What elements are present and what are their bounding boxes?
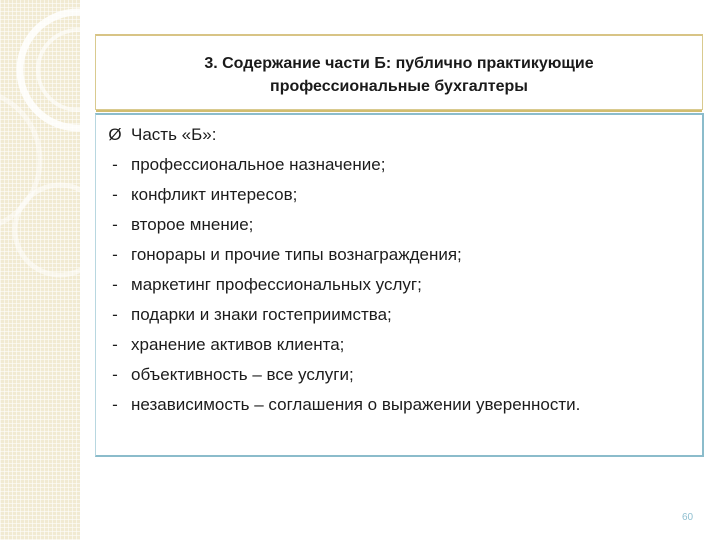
dash-bullet: -: [112, 395, 118, 414]
title-line-2: профессиональные бухгалтеры: [270, 78, 528, 95]
content-box: [95, 113, 704, 457]
dash-bullet: -: [112, 305, 118, 324]
arrow-bullet-icon: Ø: [108, 125, 122, 144]
dash-bullet: -: [112, 215, 118, 234]
intro-text: Часть «Б»:: [131, 125, 217, 144]
list-item-text: конфликт интересов;: [131, 185, 298, 204]
list-item-text: подарки и знаки гостеприимства;: [131, 305, 392, 324]
page-number: 60: [682, 512, 694, 523]
list-item-text: второе мнение;: [131, 215, 254, 234]
decorative-circles: [0, 0, 80, 540]
dash-bullet: -: [112, 365, 118, 384]
dash-bullet: -: [112, 245, 118, 264]
list-item-text: гонорары и прочие типы вознаграждения;: [131, 245, 462, 264]
title-underline: [96, 110, 702, 112]
list-item-text: профессиональное назначение;: [131, 155, 386, 174]
dash-bullet: -: [112, 185, 118, 204]
dash-bullet: -: [112, 275, 118, 294]
list-item-text: маркетинг профессиональных услуг;: [131, 275, 422, 294]
slide-title: [96, 52, 702, 98]
title-line-1: 3. Содержание части Б: публично практикующие: [204, 55, 594, 72]
list-item-text: независимость – соглашения о выражении уверенности.: [131, 395, 581, 414]
list-item-text: объективность – все услуги;: [131, 365, 354, 384]
decorative-side-band: [0, 0, 80, 540]
slide-title-box: [95, 34, 703, 110]
dash-bullet: -: [112, 155, 118, 174]
dash-bullet: -: [112, 335, 118, 354]
list-item-text: хранение активов клиента;: [131, 335, 345, 354]
